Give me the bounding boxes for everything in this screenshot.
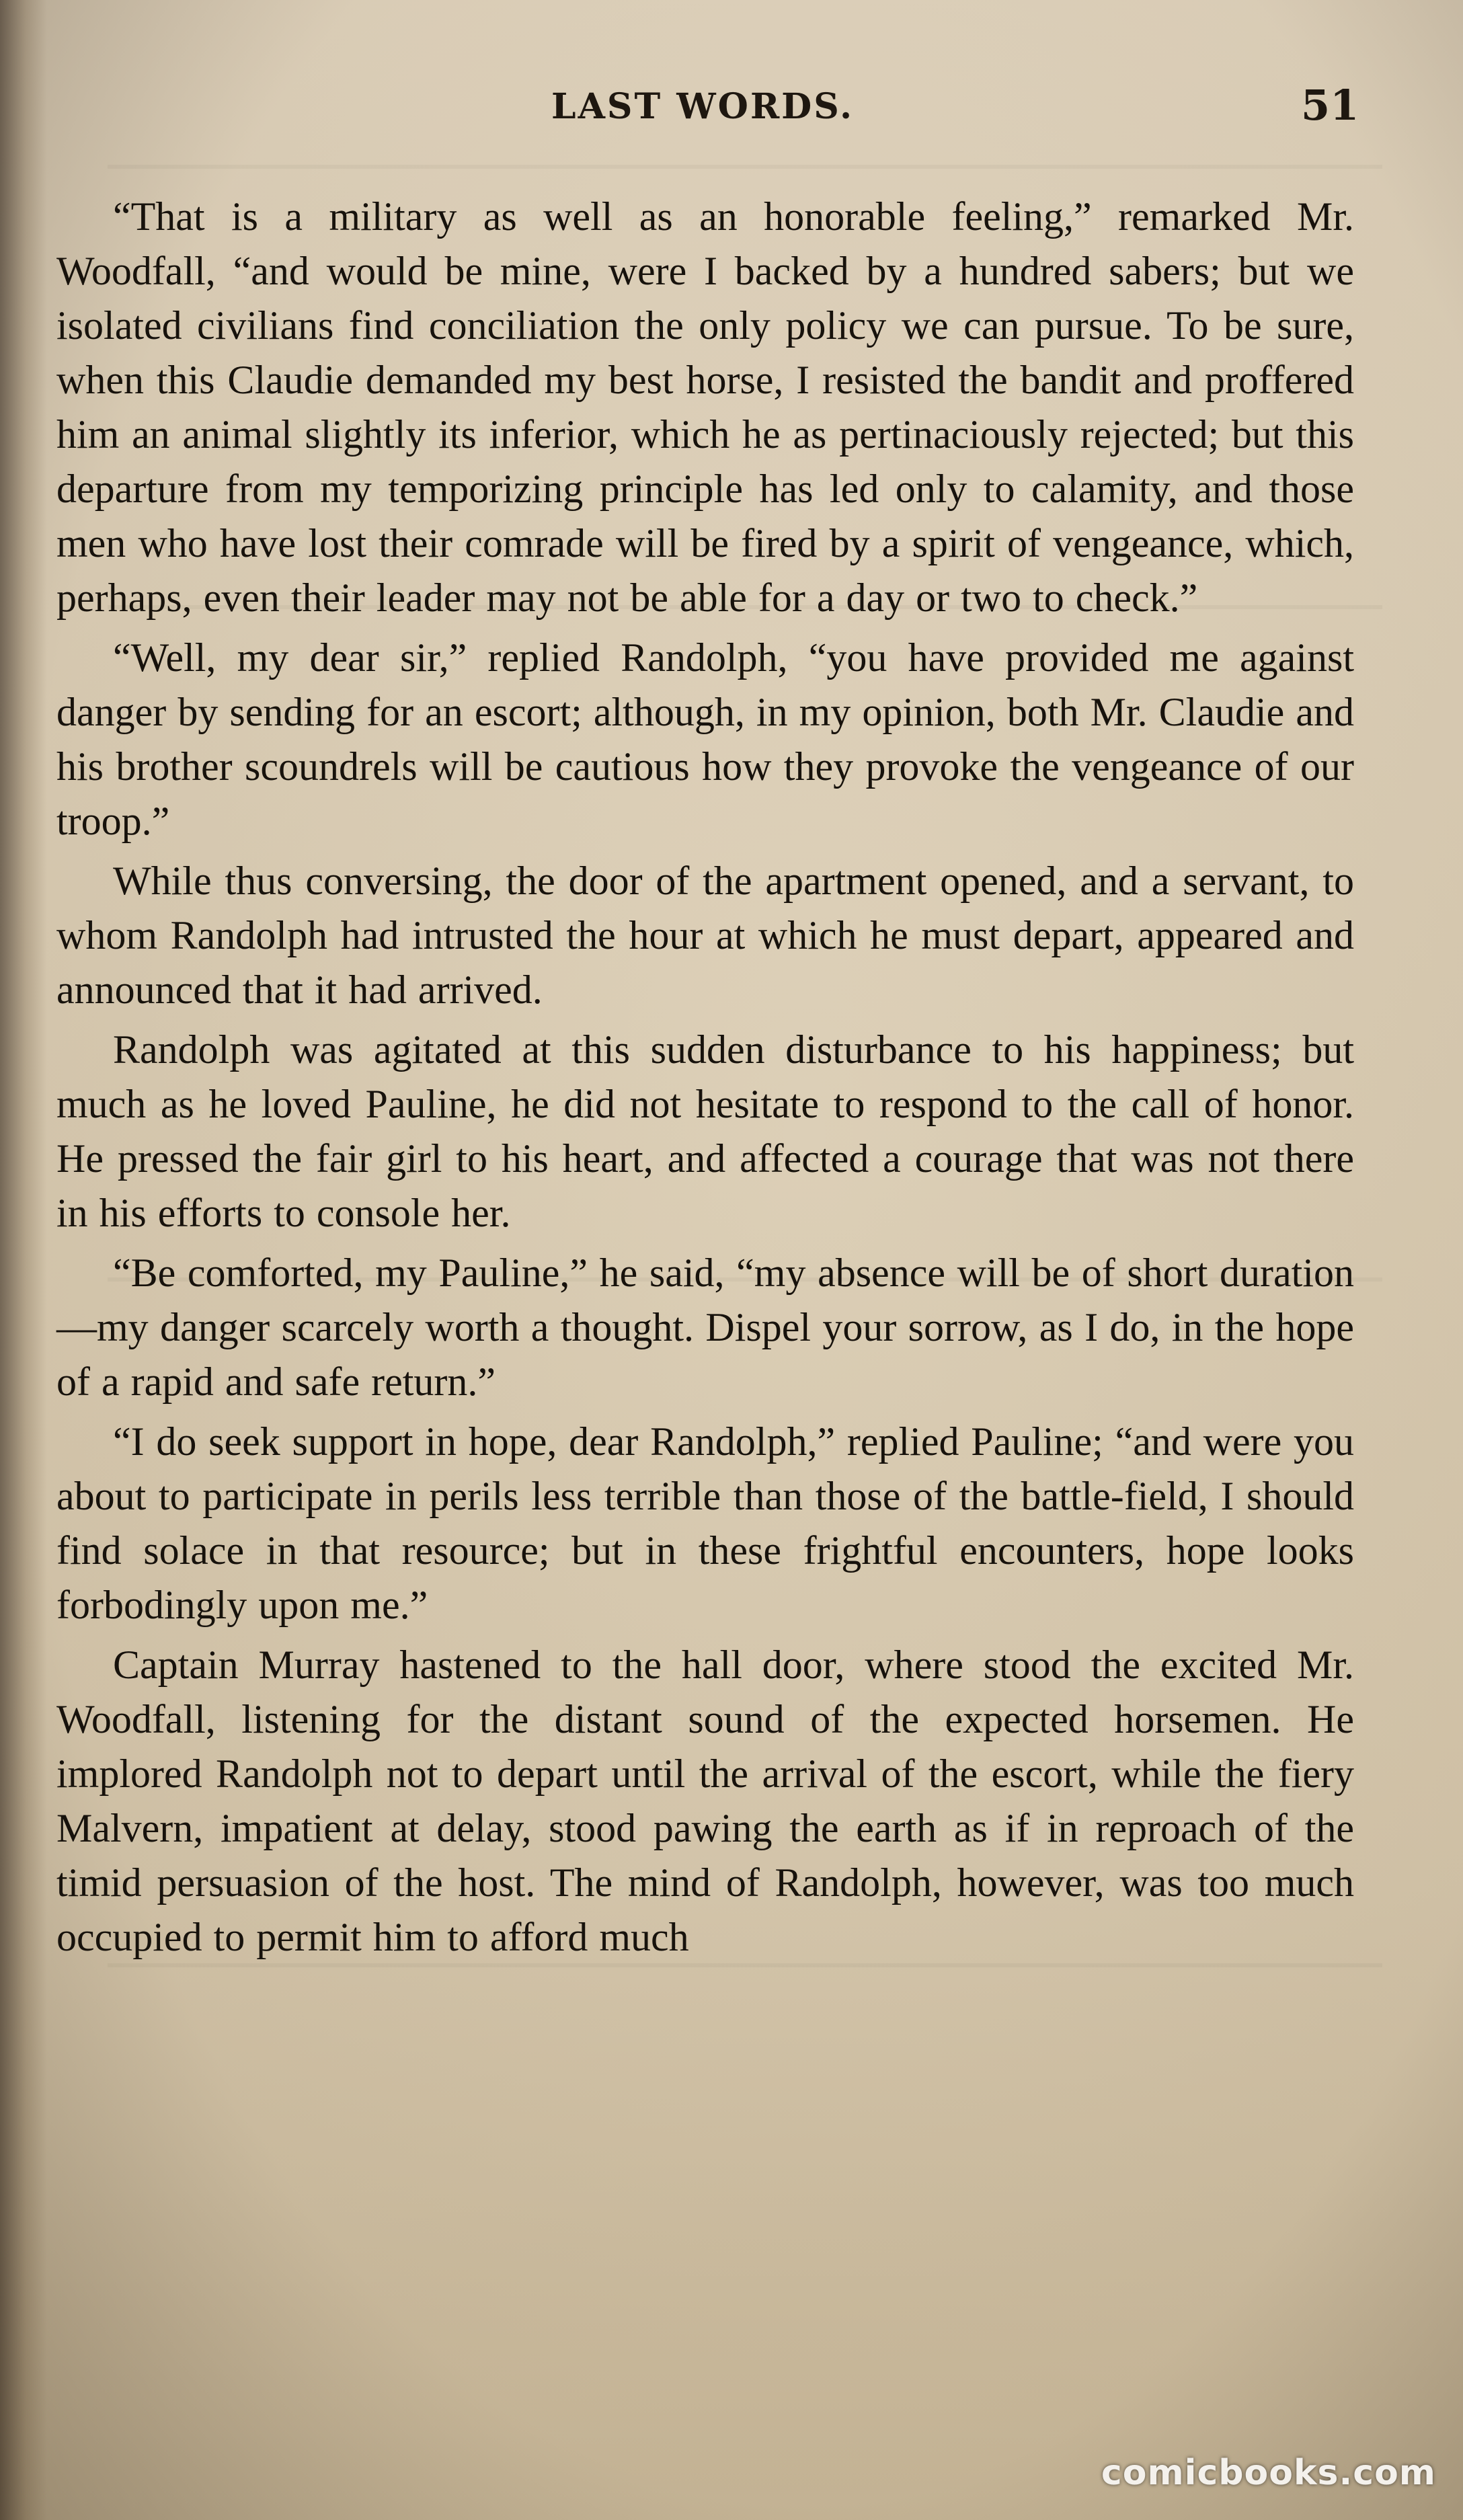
body-text [56, 190, 1354, 1970]
running-head-title: LAST WORDS. [551, 86, 855, 127]
paragraph: Captain Murray hastened to the hall door, where stood the excited Mr. Woodfall, listening for the distant sound of the expected horsemen. He implored Randolph not to depart until the arrival of the escort, while the fiery Malvern, impatient at delay, stood pawing the earth as if in reproach of the timid persuasion of the host. The mind of Randolph, however, was too much occupied to permit him to afford much [56, 1643, 1354, 1959]
page-binding-edge [0, 0, 47, 2520]
paragraph: While thus conversing, the door of the apartment opened, and a servant, to whom Randolph had intrusted the hour at which he must depart, appeared and announced that it had arrived. [56, 859, 1354, 1012]
paragraph: “Well, my dear sir,” replied Randolph, “you have provided me against danger by sending for an escort; although, in my opinion, both Mr. Claudie and his brother scoundrels will be cautious how they provoke the vengeance of our troop.” [56, 635, 1354, 843]
paragraph: “Be comforted, my Pauline,” he said, “my absence will be of short duration—my danger scarcely worth a thought. Dispel your sorrow, as I do, in the hope of a rapid and safe return.” [56, 1251, 1354, 1404]
bleed-through [108, 165, 1382, 169]
page-number: 51 [1301, 81, 1359, 130]
running-head [0, 81, 1463, 141]
paragraph: “I do seek support in hope, dear Randolph,” replied Pauline; “and were you about to participate in perils less terrible than those of the battle-field, I should find solace in that resource; but in these frightful encounters, hope looks forbodingly upon me.” [56, 1419, 1354, 1627]
paragraph: Randolph was agitated at this sudden disturbance to his happiness; but much as he loved Pauline, he did not hesitate to respond to the call of honor. He pressed the fair girl to his heart, and affected a courage that was not there in his efforts to console her. [56, 1027, 1354, 1235]
paragraph: “That is a military as well as an honorable feeling,” remarked Mr. Woodfall, “and would be mine, were I backed by a hundred sabers; but we isolated civilians find conciliation the only policy we can pursue. To be sure, when this Claudie demanded my best horse, I resisted the bandit and proffered him an animal slightly its inferior, which he as pertinaciously rejected; but this departure from my temporizing principle has led only to calamity, and those men who have lost their comrade will be fired by a spirit of vengeance, which, perhaps, even their leader may not be able for a day or two to check.” [56, 194, 1354, 620]
watermark: comicbooks.com [1101, 2453, 1436, 2493]
